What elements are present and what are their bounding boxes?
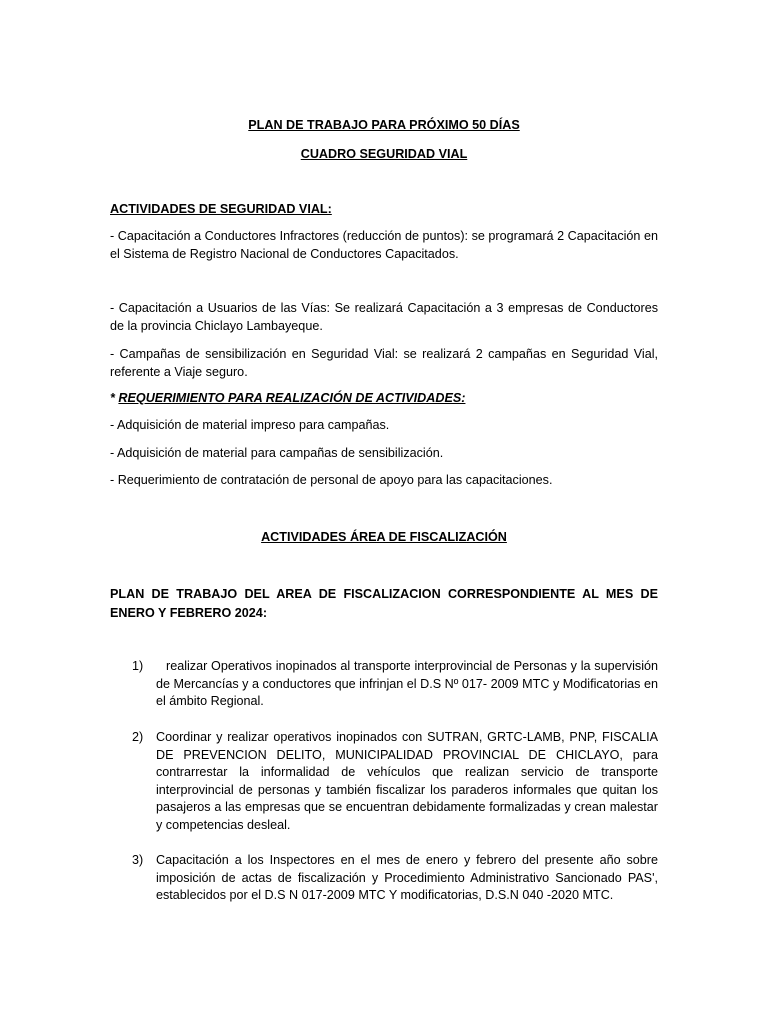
road-safety-paragraph-2: - Capacitación a Usuarios de las Vías: Se realizará Capacitación a 3 empresas de Conductores de la provincia Chiclayo Lambayeque. <box>110 301 658 333</box>
inspection-intro: PLAN DE TRABAJO DEL AREA DE FISCALIZACION CORRESPONDIENTE AL MES DE ENERO Y FEBRERO 2024: <box>110 587 658 620</box>
list-item <box>110 658 658 711</box>
inspection-heading: ACTIVIDADES ÁREA DE FISCALIZACIÓN <box>261 530 507 544</box>
document-title: PLAN DE TRABAJO PARA PRÓXIMO 50 DÍAS <box>248 118 520 132</box>
list-item-number: 1) <box>132 659 144 673</box>
requirements-heading-text: REQUERIMIENTO PARA REALIZACIÓN DE ACTIVIDADES: <box>118 391 466 405</box>
list-item-text: Capacitación a los Inspectores en el mes de enero y febrero del presente año sobre imposición de actas de fiscalización y Procedimiento Administrativo Sancionado PAS', establecidos por el D.S N 017-2009 MTC Y modificatorias, D.S.N 040 -2020 MTC. <box>156 853 658 902</box>
list-item-text: realizar Operativos inopinados al transporte interprovincial de Personas y la supervisión de Mercancías y a conductores que infrinjan el D.S Nº 017- 2009 MTC y Modificatorias en el ámbito Regional. <box>156 659 658 708</box>
list-item-text: Coordinar y realizar operativos inopinados con SUTRAN, GRTC-LAMB, PNP, FISCALIA DE PREVENCION DELITO, MUNICIPALIDAD PROVINCIAL DE CHICLAYO, para contrarrestar la informalidad de vehículos que realizan servicio de transporte interprovincial de personas y también fiscalizar los paraderos informales que quitan los pasajeros a las empresas que se encuentran debidamente formalizadas y crean malestar y competencias desleal. <box>156 730 658 832</box>
requirements-heading <box>110 390 465 407</box>
requirement-item: - Requerimiento de contratación de personal de apoyo para las capacitaciones. <box>110 473 553 487</box>
requirement-item: - Adquisición de material para campañas de sensibilización. <box>110 446 444 460</box>
requirement-item: - Adquisición de material impreso para campañas. <box>110 418 390 432</box>
list-item-number: 3) <box>132 853 144 867</box>
list-item-number: 2) <box>132 730 144 744</box>
list-item <box>110 729 658 834</box>
road-safety-heading: ACTIVIDADES DE SEGURIDAD VIAL: <box>110 202 332 216</box>
requirements-bullet: * <box>110 391 119 405</box>
document-subtitle: CUADRO SEGURIDAD VIAL <box>300 147 468 161</box>
road-safety-paragraph-3: - Campañas de sensibilización en Seguridad Vial: se realizará 2 campañas en Seguridad Vial, referente a Viaje seguro. <box>110 347 658 379</box>
list-item <box>110 852 658 905</box>
road-safety-paragraph-1: - Capacitación a Conductores Infractores (reducción de puntos): se programará 2 Capacitación en el Sistema de Registro Nacional de Conductores Capacitados. <box>110 229 658 261</box>
